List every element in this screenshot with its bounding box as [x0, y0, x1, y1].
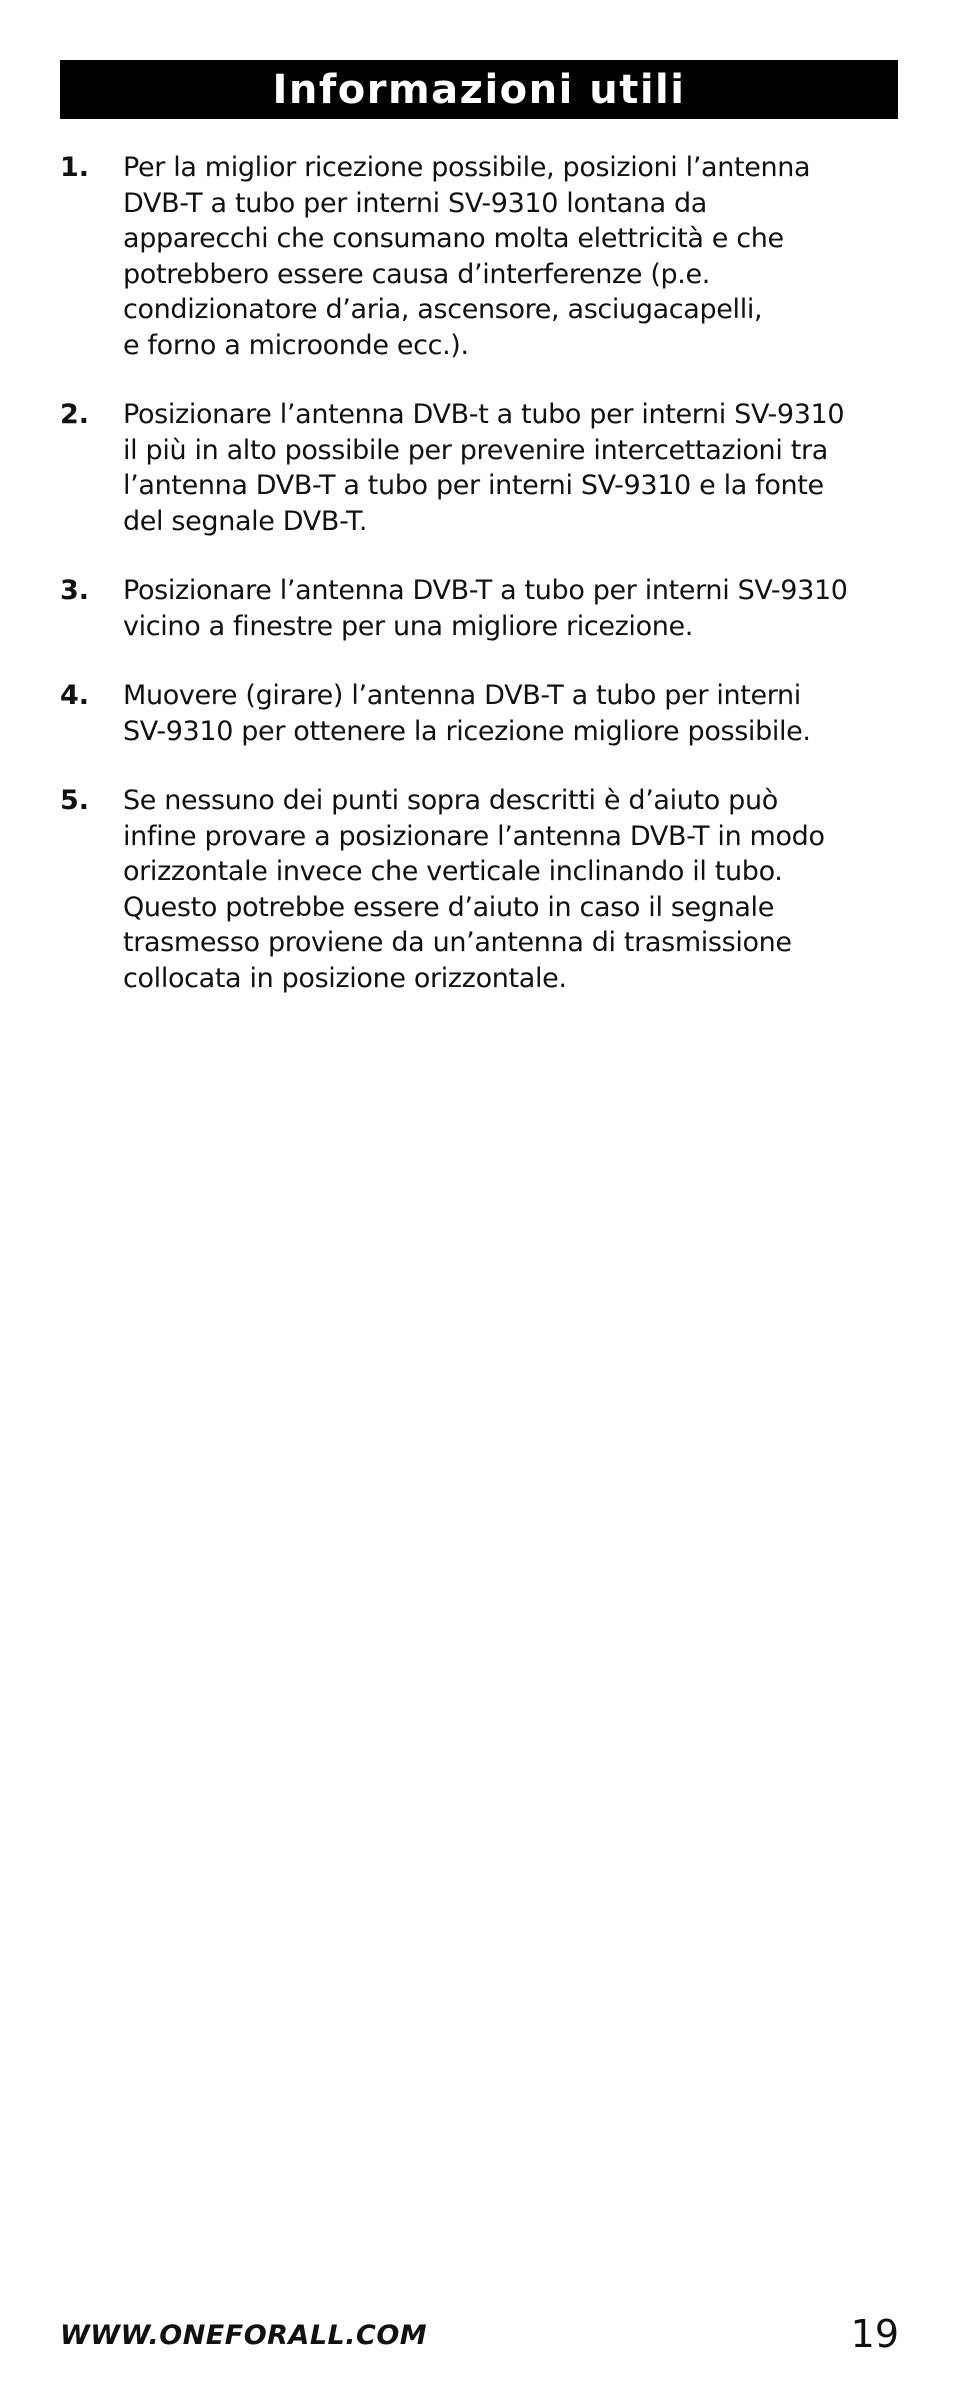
list-item-number: 4.: [60, 680, 90, 711]
list-item-text: Posizionare l’antenna DVB-T a tubo per interni SV-9310 vicino a finestre per una migliore ricezione.: [123, 575, 848, 642]
page-title: Informazioni utili: [272, 66, 686, 113]
section-header-bar: [60, 60, 898, 119]
list-item: [60, 573, 910, 644]
list-item-text: Muovere (girare) l’antenna DVB-T a tubo per interni SV-9310 per ottenere la ricezione migliore possibile.: [123, 680, 811, 747]
list-item-number: 5.: [60, 785, 90, 816]
tips-list: [60, 150, 910, 1030]
list-item-text: Posizionare l’antenna DVB-t a tubo per interni SV-9310 il più in alto possibile per prevenire intercettazioni tra l’antenna DVB-T a tubo per interni SV-9310 e la fonte del segnale DVB-T.: [123, 399, 845, 537]
page-number: 19: [850, 2312, 899, 2356]
list-item-number: 3.: [60, 575, 90, 606]
website-url: WWW.ONEFORALL.COM: [60, 2320, 428, 2351]
list-item-number: 1.: [60, 152, 90, 183]
list-item-text: Se nessuno dei punti sopra descritti è d’aiuto può infine provare a posizionare l’antenna DVB-T in modo orizzontale invece che verticale inclinando il tubo. Questo potrebbe essere d’aiuto in caso il segnale trasmesso proviene da un’antenna di trasmissione collocata in posizione orizzontale.: [123, 785, 825, 994]
list-item: [60, 783, 910, 996]
list-item-number: 2.: [60, 399, 90, 430]
list-item: [60, 397, 910, 539]
list-item: [60, 150, 910, 363]
list-item: [60, 678, 910, 749]
list-item-text: Per la miglior ricezione possibile, posizioni l’antenna DVB-T a tubo per interni SV-9310 lontana da apparecchi che consumano molta elettricità e che potrebbero essere causa d’interferenze (p.e. condizionatore d’aria, ascensore, asciugacapelli, e forno a microonde ecc.).: [123, 152, 811, 361]
